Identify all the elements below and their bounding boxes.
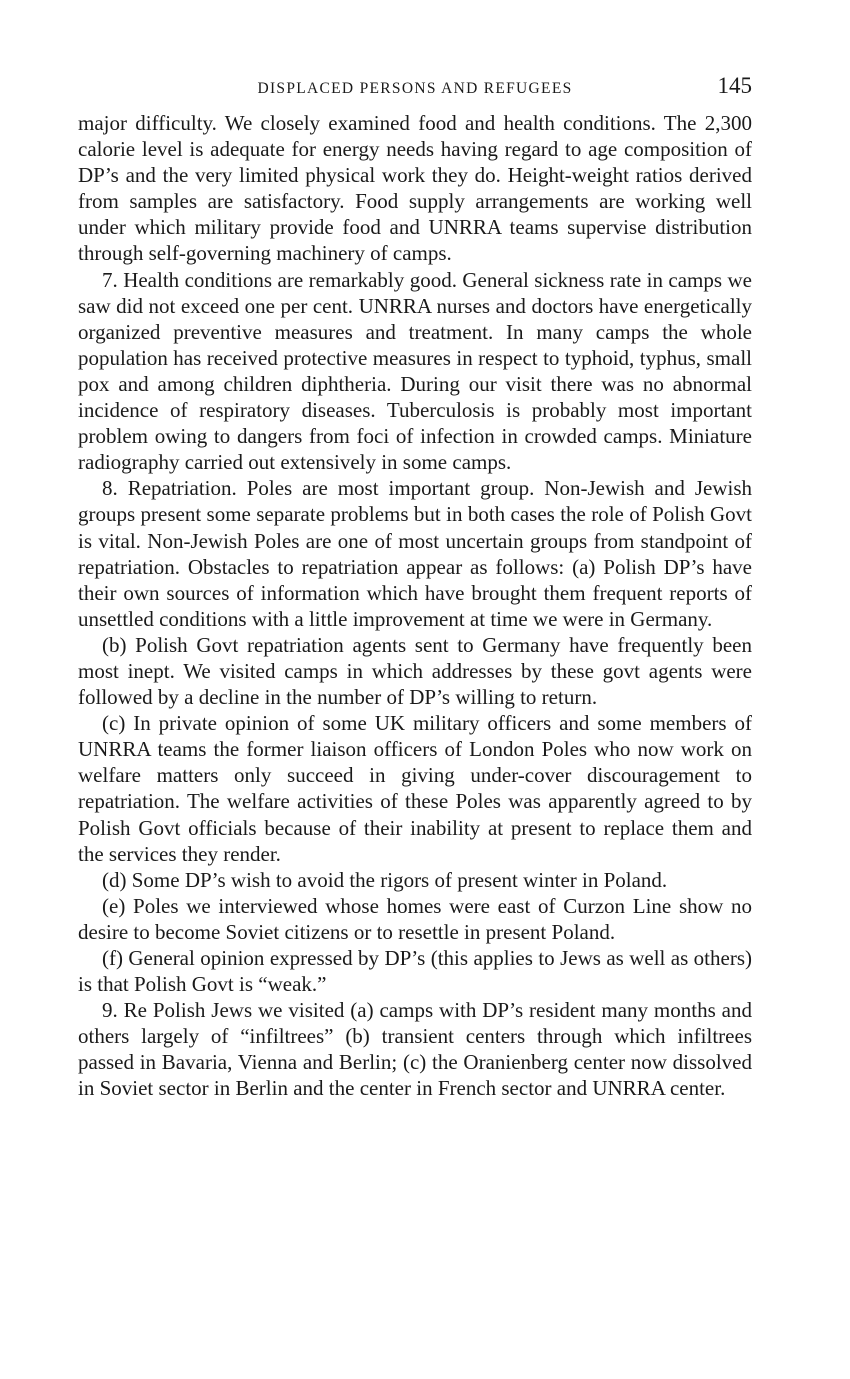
- document-page: [78, 70, 752, 1102]
- paragraph-health-conditions: 7. Health conditions are remarkably good. General sickness rate in camps we saw did not exceed one per cent. UNRRA nurses and doctors have energetically organized preventive measures and treatment. In many camps the whole population has received protective measures in respect to typhoid, typhus, small pox and among children diphtheria. During our visit there was no abnormal incidence of respiratory diseases. Tuberculosis is probably most important problem owing to dangers from foci of infection in crowded camps. Miniature radiography carried out extensively in some camps.: [78, 267, 752, 475]
- paragraph-polish-jews: 9. Re Polish Jews we visited (a) camps with DP’s resident many months and others largely of “infiltrees” (b) transient centers through which infiltrees passed in Bavaria, Vienna and Berlin; (c) the Oranienberg center now dissolved in Soviet sector in Berlin and the center in French sector and UNRRA center.: [78, 998, 752, 1101]
- paragraph-continued: major difficulty. We closely examined food and health conditions. The 2,300 calorie level is adequate for energy needs having regard to age composition of DP’s and the very limited physical work they do. Height-weight ratios derived from samples are satisfactory. Food supply arrangements are working well under which military provide food and UNRRA teams supervise distribution through self-governing machinery of camps.: [78, 111, 752, 266]
- paragraph-item-e: (e) Poles we interviewed whose homes were east of Curzon Line show no desire to become Soviet citizens or to resettle in present Poland.: [78, 893, 752, 944]
- paragraph-item-b: (b) Polish Govt repatriation agents sent to Germany have frequently been most inept. We visited camps in which addresses by these govt agents were followed by a decline in the number of DP’s willing to return.: [78, 632, 752, 710]
- paragraph-repatriation: 8. Repatriation. Poles are most important group. Non-Jewish and Jewish groups present some separate problems but in both cases the role of Polish Govt is vital. Non-Jewish Poles are one of most uncertain groups from standpoint of repatriation. Obstacles to repatriation appear as follows: (a) Polish DP’s have their own sources of information which have brought them frequent reports of unsettled conditions with a little improvement at time we were in Germany.: [78, 476, 752, 631]
- paragraph-item-f: (f) General opinion expressed by DP’s (this applies to Jews as well as others) is that Polish Govt is “weak.”: [78, 946, 752, 997]
- paragraph-item-d: (d) Some DP’s wish to avoid the rigors of present winter in Poland.: [102, 867, 668, 892]
- paragraph-item-c: (c) In private opinion of some UK military officers and some members of UNRRA teams the former liaison officers of London Poles who now work on welfare matters only succeed in giving under-cover discouragement to repatriation. The welfare activities of these Poles was apparently agreed to by Polish Govt officials because of their inability at present to replace them and the services they render.: [78, 711, 752, 866]
- page-number: 145: [717, 73, 752, 98]
- body-text: [78, 110, 752, 1102]
- running-head: DISPLACED PERSONS AND REFUGEES: [257, 80, 573, 97]
- page-header: [78, 70, 752, 110]
